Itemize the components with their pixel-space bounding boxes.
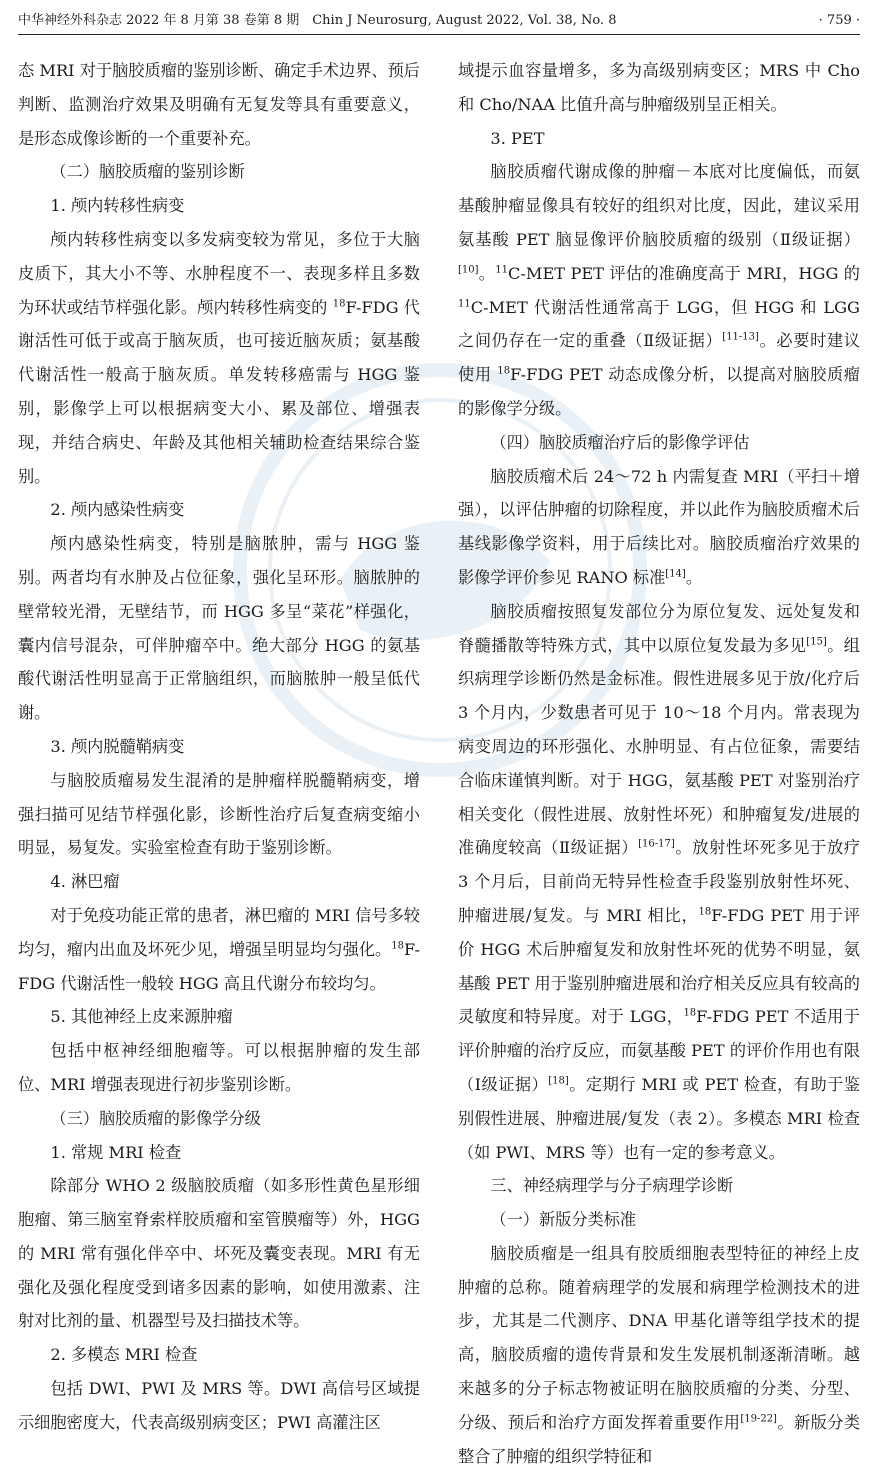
citation-ref: [16-17] [638, 838, 675, 850]
paragraph: 域提示血容量增多，多为高级别病变区；MRS 中 Cho 和 Cho/NAA 比值升高与肿瘤级别呈正相关。 [458, 61, 860, 114]
citation-ref: [11-13] [722, 331, 759, 343]
paragraph: 包括中枢神经细胞瘤等。可以根据肿瘤的发生部位、MRI 增强表现进行初步鉴别诊断。 [18, 1041, 420, 1094]
subsection-heading: 5. 其他神经上皮来源肿瘤 [50, 1007, 233, 1027]
citation-ref: [19-22] [740, 1413, 777, 1425]
section-heading: （三）脑胶质瘤的影像学分级 [50, 1108, 261, 1128]
paragraph: 包括 DWI、PWI 及 MRS 等。DWI 高信号区域提示细胞密度大，代表高级别病变区；PWI 高灌注区 [18, 1379, 420, 1432]
paragraph: 颅内感染性病变，特别是脑脓肿，需与 HGG 鉴别。两者均有水肿及占位征象，强化呈环形。脑脓肿的壁常较光滑，无壁结节，而 HGG 多呈“菜花”样强化，囊内信号混杂，可伴肿瘤卒中。绝大部分 HGG 的氨基酸代谢活性明显高于正常脑组织，而脑脓肿一般呈低代谢。 [18, 534, 420, 723]
citation-ref: [15] [806, 636, 827, 648]
journal-citation: 中华神经外科杂志 2022 年 8 月第 38 卷第 8 期 Chin J Neurosurg, August 2022, Vol. 38, No. 8 [18, 13, 617, 28]
subsection-heading: 3. 颅内脱髓鞘病变 [50, 736, 185, 756]
subsection-heading: 1. 常规 MRI 检查 [50, 1142, 182, 1162]
citation-ref: [18] [548, 1075, 569, 1087]
page-number: · 759 · [818, 13, 860, 28]
subsection-heading: 1. 颅内转移性病变 [50, 196, 185, 216]
citation-ref: [14] [665, 568, 686, 580]
paragraph: 除部分 WHO 2 级脑胶质瘤（如多形性黄色星形细胞瘤、第三脑室脊索样胶质瘤和室管膜瘤等）外，HGG 的 MRI 常有强化伴卒中、坏死及囊变表现。MRI 有无强化及强化程度受到诸多因素的影响，如使用激素、注射对比剂的量、机器型号及扫描技术等。 [18, 1176, 420, 1331]
right-column [458, 54, 860, 1473]
subsection-heading: 2. 颅内感染性病变 [50, 500, 185, 520]
paragraph: 对于免疫功能正常的患者，淋巴瘤的 MRI 信号多较均匀，瘤内出血及坏死少见，增强呈明显均匀强化。$^{18}$F-FDG 代谢活性一般较 HGG 高且代谢分布较均匀。 [18, 905, 420, 993]
subsection-heading: 4. 淋巴瘤 [50, 872, 120, 892]
section-heading: （一）新版分类标准 [490, 1210, 637, 1230]
subsection-heading: 2. 多模态 MRI 检查 [50, 1345, 198, 1365]
running-header [18, 8, 860, 35]
paragraph: 脑胶质瘤是一组具有胶质细胞表型特征的神经上皮肿瘤的总称。随着病理学的发展和病理学检测技术的进步，尤其是二代测序、DNA 甲基化谱等组学技术的提高，脑胶质瘤的遗传背景和发生发展机制逐渐清晰。越来越多的分子标志物被证明在脑胶质瘤的分类、分型、分级、预后和治疗方面发挥着重要作用[19-22]。新版分类整合了肿瘤的组织学特征和 [458, 1243, 861, 1466]
paragraph: 与脑胶质瘤易发生混淆的是肿瘤样脱髓鞘病变，增强扫描可见结节样强化影，诊断性治疗后复查病变缩小明显，易复发。实验室检查有助于鉴别诊断。 [18, 770, 420, 858]
citation-ref: [10] [458, 264, 479, 276]
paragraph: 颅内转移性病变以多发病变较为常见，多位于大脑皮质下，其大小不等、水肿程度不一、表现多样且多数为环状或结节样强化影。颅内转移性病变的 $^{18}$F-FDG 代谢活性可低于或高于脑灰质，也可接近脑灰质；氨基酸代谢活性一般高于脑灰质。单发转移癌需与 HGG 鉴别，影像学上可以根据病变大小、累及部位、增强表现，并结合病史、年龄及其他相关辅助检查结果综合鉴别。 [18, 229, 420, 486]
paragraph: 态 MRI 对于脑胶质瘤的鉴别诊断、确定手术边界、预后判断、监测治疗效果及明确有无复发等具有重要意义，是形态成像诊断的一个重要补充。 [18, 61, 420, 148]
section-heading: 三、神经病理学与分子病理学诊断 [490, 1176, 734, 1196]
paragraph: 脑胶质瘤代谢成像的肿瘤－本底对比度偏低，而氨基酸肿瘤显像具有较好的组织对比度，因此，建议采用氨基酸 PET 脑显像评价脑胶质瘤的级别（Ⅱ级证据）[10]。$^{11}$C-MET PET 评估的准确度高于 MRI，HGG 的 $^{11}$C-MET 代谢活性通常高于 LGG，但 HGG 和 LGG 之间仍存在一定的重叠（Ⅱ级证据）[11-13]。必要时建议使用 $^{18}$F-FDG PET 动态成像分析，以提高对脑胶质瘤的影像学分级。 [458, 162, 860, 418]
paragraph: 脑胶质瘤术后 24～72 h 内需复查 MRI（平扫＋增强），以评估肿瘤的切除程度，并以此作为脑胶质瘤术后基线影像学资料，用于后续比对。脑胶质瘤治疗效果的影像学评价参见 RANO 标准[14]。 [458, 466, 860, 587]
paragraph: 脑胶质瘤按照复发部位分为原位复发、远处复发和脊髓播散等特殊方式，其中以原位复发最为多见[15]。组织病理学诊断仍然是金标准。假性进展多见于放/化疗后 3 个月内，少数患者可见于 10～18 个月内。常表现为病变周边的环形强化、水肿明显、有占位征象，需要结合临床谨慎判断。对于 HGG，氨基酸 PET 对鉴别治疗相关变化（假性进展、放射性坏死）和肿瘤复发/进展的准确度较高（Ⅱ级证据）[16-17]。放射性坏死多见于放疗 3 个月后，目前尚无特异性检查手段鉴别放射性坏死、肿瘤进展/复发。与 MRI 相比，$^{18}$F-FDG PET 用于评价 HGG 术后肿瘤复发和放射性坏死的优势不明显，氨基酸 PET 用于鉴别肿瘤进展和治疗相关反应具有较高的灵敏度和特异度。对于 LGG，$^{18}$F-FDG PET 不适用于评价肿瘤的治疗反应，而氨基酸 PET 的评价作用也有限（Ⅰ级证据）[18]。定期行 MRI 或 PET 检查，有助于鉴别假性进展、肿瘤进展/复发（表 2）。多模态 MRI 检查（如 PWI、MRS 等）也有一定的参考意义。 [458, 601, 860, 1162]
section-heading: （四）脑胶质瘤治疗后的影像学评估 [490, 432, 750, 452]
subsection-heading: 3. PET [490, 128, 545, 148]
left-column [18, 54, 420, 1440]
section-heading: （二）脑胶质瘤的鉴别诊断 [50, 162, 245, 182]
